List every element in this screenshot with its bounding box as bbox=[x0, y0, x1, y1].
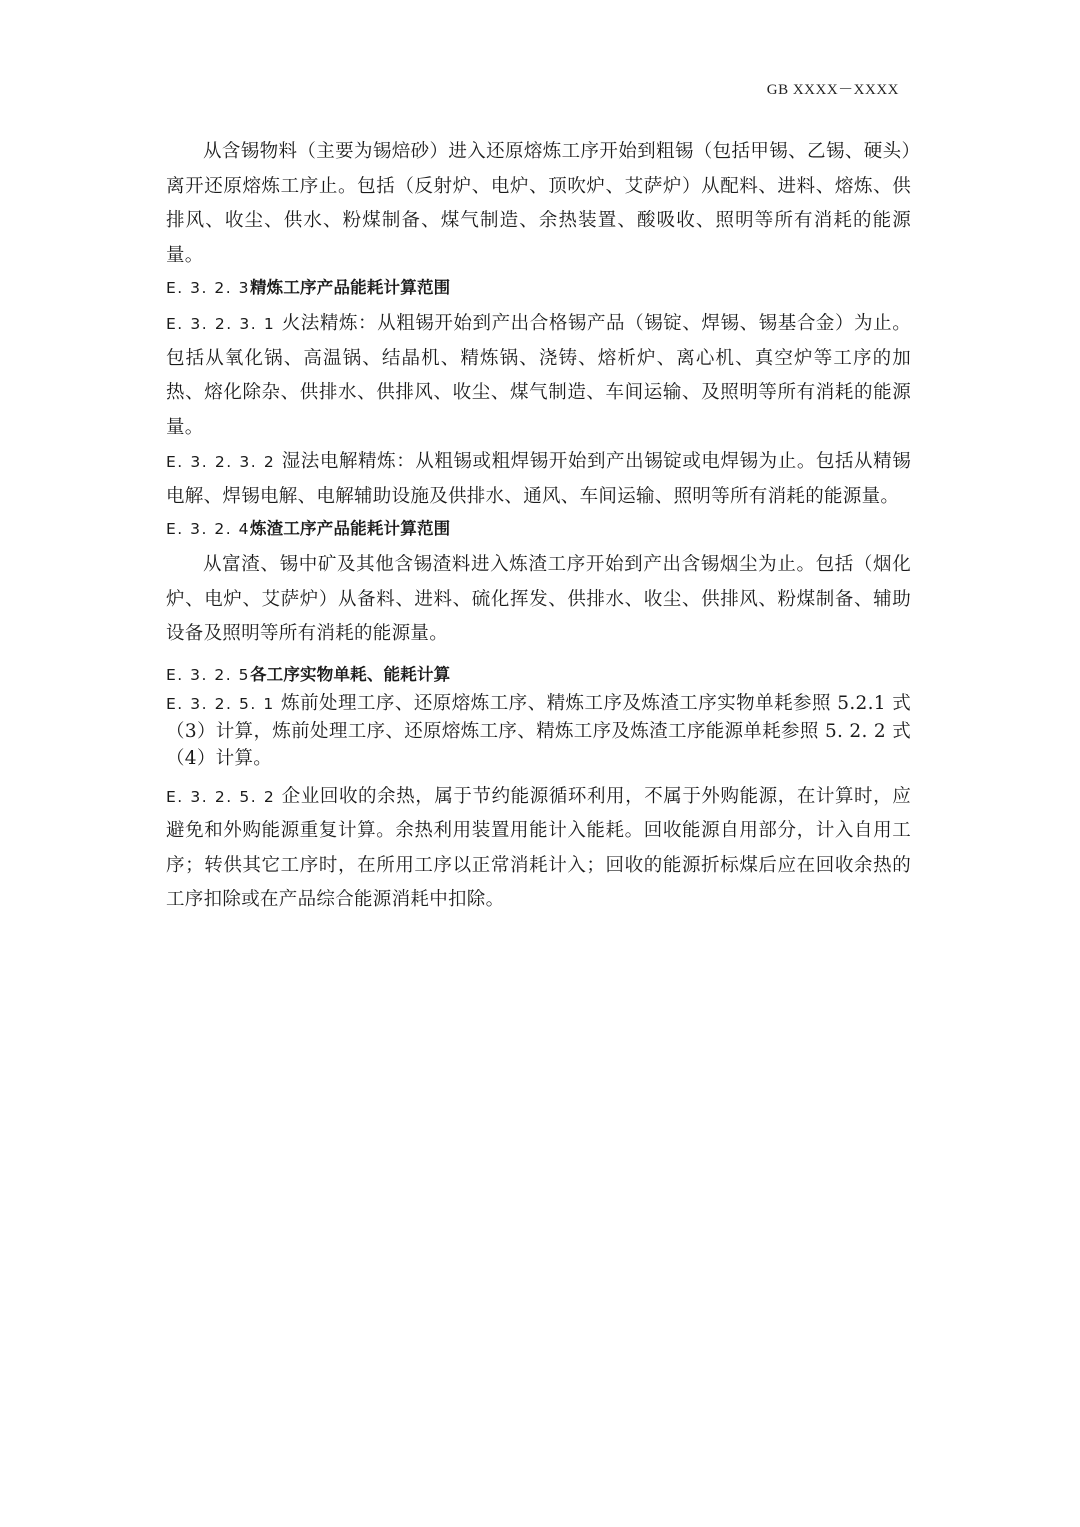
clause-e-3-2-3-1 bbox=[166, 307, 911, 445]
heading-e-3-2-5 bbox=[166, 660, 911, 690]
heading-title: 炼渣工序产品能耗计算范围 bbox=[249, 519, 451, 538]
heading-title: 精炼工序产品能耗计算范围 bbox=[249, 278, 451, 297]
clause-text: 炼前处理工序、还原熔炼工序、精炼工序及炼渣工序实物单耗参照 5.2.1 式（3）计算，炼前处理工序、还原熔炼工序、精炼工序及炼渣工序能源单耗参照 5. 2. 2 式（4）计算。 bbox=[166, 692, 912, 769]
clause-text: 企业回收的余热，属于节约能源循环利用，不属于外购能源，在计算时，应避免和外购能源重复计算。余热利用装置用能计入能耗。回收能源自用部分，计入自用工序；转供其它工序时，在所用工序以正常消耗计入；回收的能源折标煤后应在回收余热的工序扣除或在产品综合能源消耗中扣除。 bbox=[166, 785, 912, 910]
heading-title: 各工序实物单耗、能耗计算 bbox=[249, 664, 451, 684]
clause-number: E. 3. 2. 5. 1 bbox=[166, 694, 275, 713]
paragraph-e-3-2-4: 从富渣、锡中矿及其他含锡渣料进入炼渣工序开始到产出含锡烟尘为止。包括（烟化炉、电炉、艾萨炉）从备料、进料、硫化挥发、供排水、收尘、供排风、粉煤制备、辅助设备及照明等所有消耗的能源量。 bbox=[166, 554, 911, 644]
clause-number: E. 3. 2. 3. 1 bbox=[166, 315, 276, 333]
document-code: GB XXXX－XXXX bbox=[766, 82, 899, 98]
clause-e-3-2-5-2 bbox=[166, 780, 911, 918]
heading-number: E. 3. 2. 5 bbox=[166, 665, 250, 684]
heading-number: E. 3. 2. 4 bbox=[166, 520, 250, 538]
heading-number: E. 3. 2. 3 bbox=[166, 279, 250, 297]
heading-e-3-2-3 bbox=[166, 273, 911, 303]
clause-e-3-2-3-2 bbox=[166, 445, 911, 514]
intro-paragraph: 从含锡物料（主要为锡焙砂）进入还原熔炼工序开始到粗锡（包括甲锡、乙锡、硬头）离开还原熔炼工序止。包括（反射炉、电炉、顶吹炉、艾萨炉）从配料、进料、熔炼、供排风、收尘、供水、粉煤制备、煤气制造、余热装置、酸吸收、照明等所有消耗的能源量。 bbox=[166, 141, 911, 266]
clause-number: E. 3. 2. 3. 2 bbox=[166, 453, 276, 471]
clause-text: 火法精炼：从粗锡开始到产出合格锡产品（锡锭、焊锡、锡基合金）为止。包括从氧化锅、高温锅、结晶机、精炼锅、浇铸、熔析炉、离心机、真空炉等工序的加热、熔化除杂、供排水、供排风、收尘、煤气制造、车间运输、及照明等所有消耗的能源量。 bbox=[166, 313, 912, 438]
heading-e-3-2-4 bbox=[166, 514, 911, 544]
clause-text: 湿法电解精炼：从粗锡或粗焊锡开始到产出锡锭或电焊锡为止。包括从精锡电解、焊锡电解、电解辅助设施及供排水、通风、车间运输、照明等所有消耗的能源量。 bbox=[166, 451, 912, 507]
clause-e-3-2-5-1 bbox=[166, 690, 911, 772]
clause-number: E. 3. 2. 5. 2 bbox=[166, 787, 276, 806]
document-body bbox=[166, 135, 911, 918]
